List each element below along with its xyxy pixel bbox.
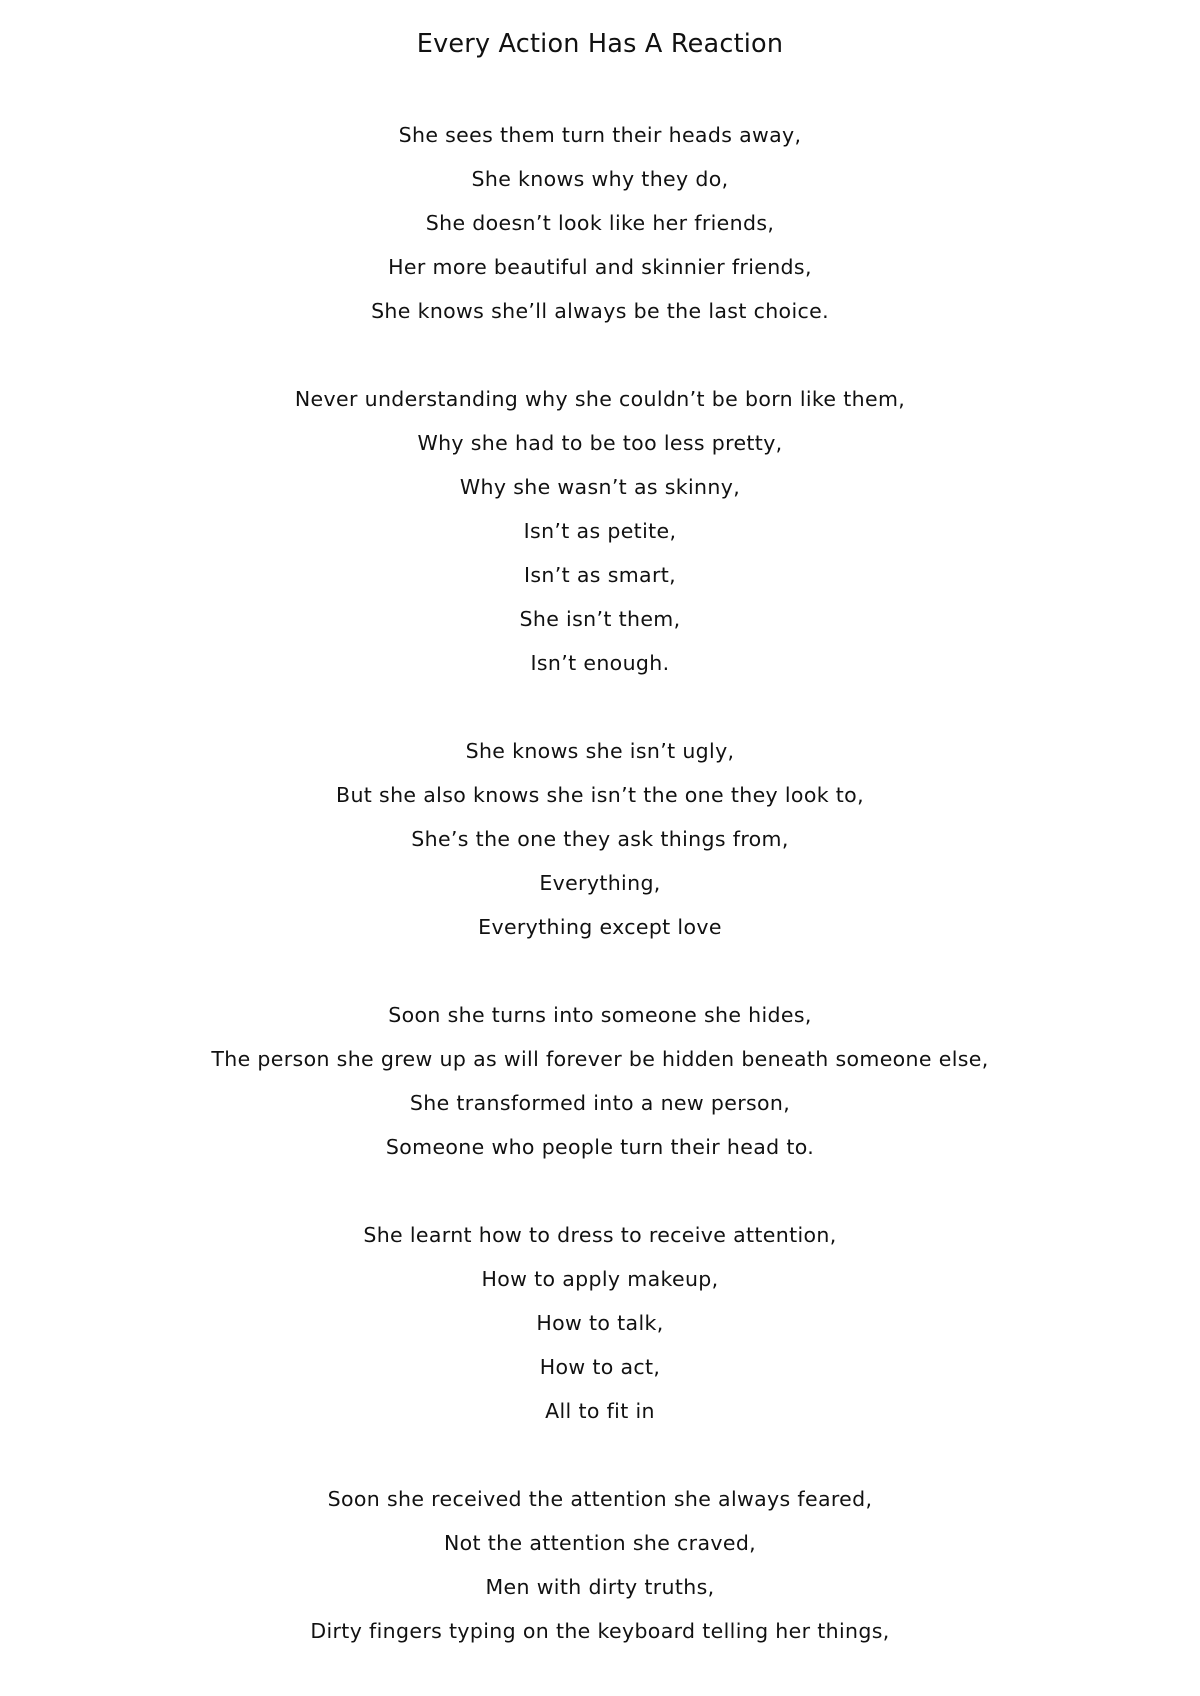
poem-line: Everything except love: [478, 915, 722, 939]
poem-line: Isn’t as petite,: [523, 519, 677, 543]
poem-line: Dirty fingers typing on the keyboard telling her things,: [310, 1619, 890, 1643]
poem-line: Why she had to be too less pretty,: [417, 431, 783, 455]
poem-line: She transformed into a new person,: [409, 1091, 791, 1115]
poem-line: How to act,: [539, 1355, 661, 1379]
poem-line: Isn’t enough.: [530, 651, 670, 675]
poem-line: But she also knows she isn’t the one they look to,: [336, 783, 864, 807]
poem-title: Every Action Has A Reaction: [416, 29, 784, 59]
poem-line: Soon she received the attention she always feared,: [327, 1487, 873, 1511]
poem-line: The person she grew up as will forever be hidden beneath someone else,: [211, 1047, 989, 1071]
poem-line: Everything,: [539, 871, 661, 895]
poem-line: Someone who people turn their head to.: [385, 1135, 815, 1159]
poem-line: She knows she’ll always be the last choice.: [371, 299, 829, 323]
poem-line: She learnt how to dress to receive attention,: [363, 1223, 837, 1247]
poem-line: How to apply makeup,: [481, 1267, 719, 1291]
poem-line: Never understanding why she couldn’t be born like them,: [294, 387, 906, 411]
poem-line: Her more beautiful and skinnier friends,: [388, 255, 812, 279]
poem-line: She’s the one they ask things from,: [411, 827, 789, 851]
poem-line: She isn’t them,: [519, 607, 681, 631]
poem-line: How to talk,: [536, 1311, 664, 1335]
poem-line: She knows she isn’t ugly,: [465, 739, 735, 763]
poem-line: Not the attention she craved,: [443, 1531, 757, 1555]
poem-line: She doesn’t look like her friends,: [425, 211, 775, 235]
poem-line: Why she wasn’t as skinny,: [459, 475, 741, 499]
poem-line: Men with dirty truths,: [485, 1575, 715, 1599]
poem-line: Soon she turns into someone she hides,: [388, 1003, 812, 1027]
poem-line: She knows why they do,: [471, 167, 729, 191]
poem-line: All to fit in: [545, 1399, 655, 1423]
poem-line: Isn’t as smart,: [524, 563, 676, 587]
poem-line: She sees them turn their heads away,: [398, 123, 802, 147]
